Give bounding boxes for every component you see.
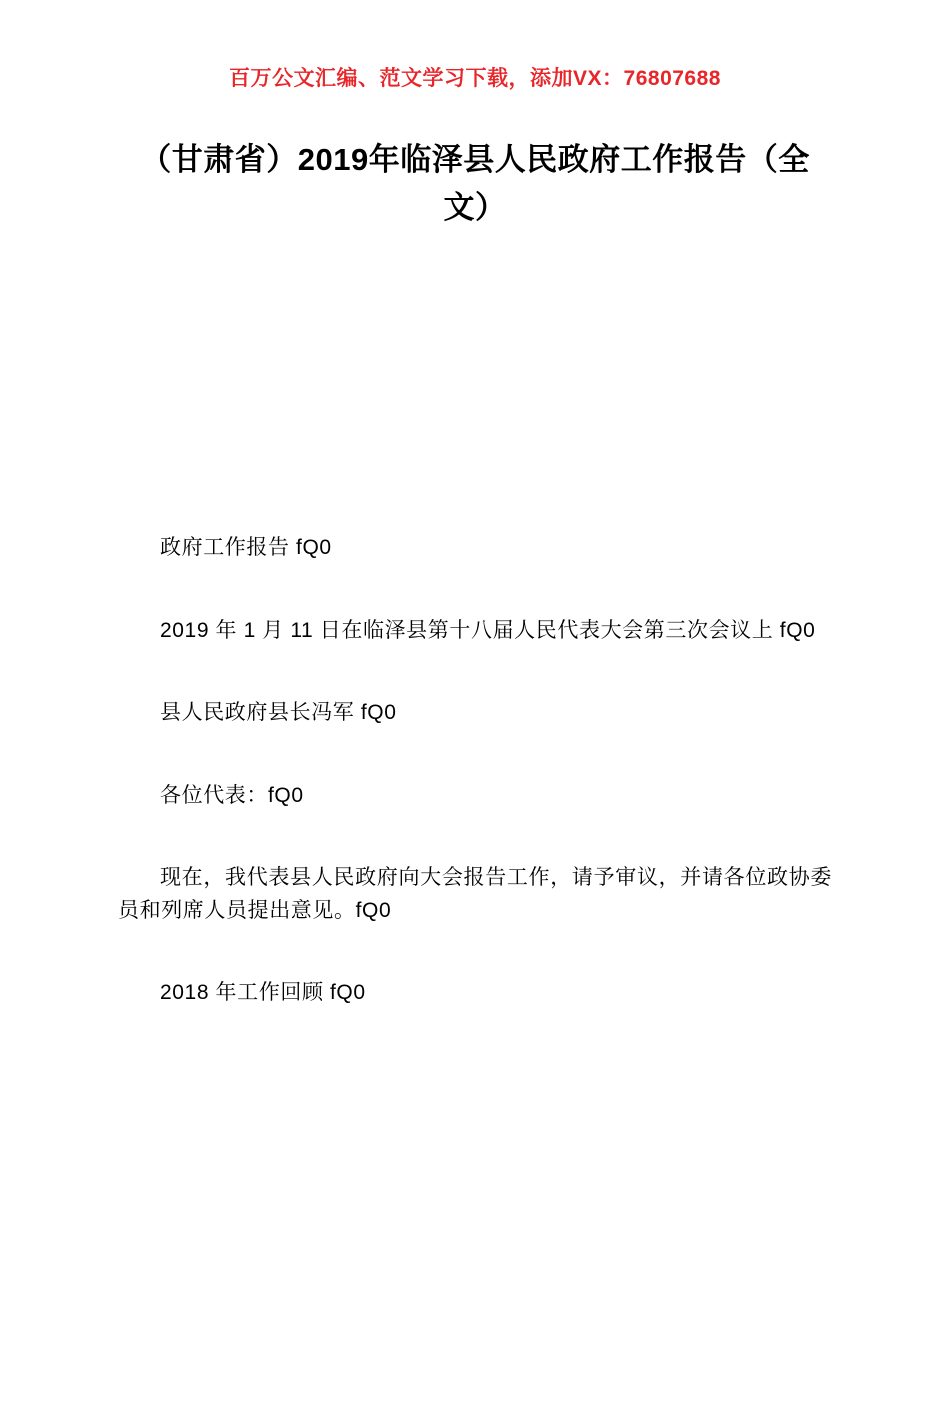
- paragraph: 政府工作报告 fQ0: [160, 536, 332, 560]
- watermark-notice: 百万公文汇编、范文学习下载，添加VX：76807688: [229, 67, 721, 90]
- paragraph: 2019 年 1 月 11 日在临泽县第十八届人民代表大会第三次会议上 fQ0: [160, 618, 816, 642]
- paragraph: 2018 年工作回顾 fQ0: [160, 981, 366, 1005]
- title-body-spacer: [118, 232, 832, 532]
- document-page: [0, 62, 950, 1406]
- paragraph: 县人民政府县长冯军 fQ0: [160, 701, 397, 725]
- document-body: [118, 532, 832, 1010]
- page-title: （甘肃省）2019年临泽县人民政府工作报告（全文）: [140, 142, 810, 226]
- paragraph: 现在，我代表县人民政府向大会报告工作，请予审议，并请各位政协委员和列席人员提出意见。fQ0: [118, 866, 832, 922]
- paragraph: 各位代表：fQ0: [160, 783, 304, 807]
